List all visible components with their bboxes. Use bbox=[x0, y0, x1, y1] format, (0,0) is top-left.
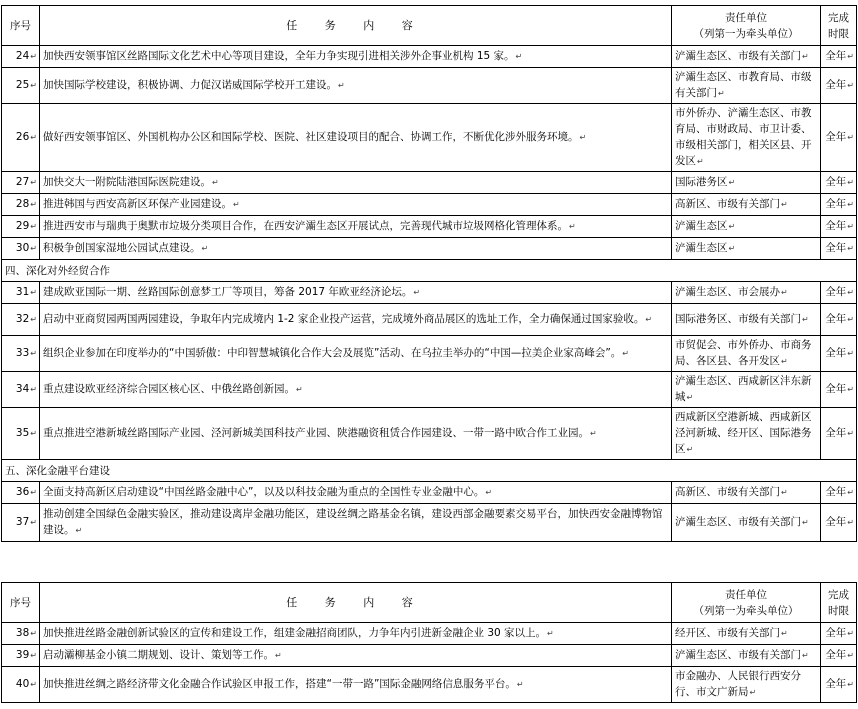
row-number bbox=[2, 482, 40, 504]
row-number bbox=[2, 46, 40, 68]
section-row bbox=[2, 260, 857, 282]
header-unit bbox=[672, 6, 821, 46]
header-seq: 序号 bbox=[2, 583, 40, 623]
deadline-text: 全年 ↵ bbox=[825, 176, 854, 188]
responsible-unit-text: 浐灞生态区 ↵ bbox=[675, 220, 735, 232]
task-content-text: 建成欧亚国际一期、丝路国际创意梦工厂等项目，筹备 2017 年欧亚经济论坛。 ↵ bbox=[43, 286, 420, 298]
task-content bbox=[40, 46, 672, 68]
responsible-unit-text: 浐灞生态区、市级有关部门 ↵ bbox=[675, 50, 809, 62]
responsible-unit bbox=[672, 504, 821, 542]
deadline-text: 全年 ↵ bbox=[825, 131, 854, 143]
table-row bbox=[2, 238, 857, 260]
deadline-text: 全年 ↵ bbox=[825, 486, 854, 498]
header-task: 任 务 内 容 bbox=[40, 6, 672, 46]
row-number-text: 36 ↵ bbox=[16, 486, 37, 498]
deadline bbox=[821, 172, 857, 194]
task-content-text: 启动灞柳基金小镇二期规划、设计、策划等工作。 ↵ bbox=[43, 649, 282, 661]
responsible-unit bbox=[672, 372, 821, 408]
responsible-unit bbox=[672, 282, 821, 304]
row-number-text: 29 ↵ bbox=[16, 220, 37, 232]
deadline-text: 全年 ↵ bbox=[825, 50, 854, 62]
responsible-unit-text: 浐灞生态区、市教育局、市级有关部门 ↵ bbox=[675, 71, 812, 99]
task-content bbox=[40, 504, 672, 542]
responsible-unit bbox=[672, 194, 821, 216]
table-row bbox=[2, 372, 857, 408]
responsible-unit-text: 浐灞生态区、市级有关部门 ↵ bbox=[675, 516, 809, 528]
task-content-text: 推进韩国与西安高新区环保产业园建设。 ↵ bbox=[43, 198, 240, 210]
row-number-text: 28 ↵ bbox=[16, 198, 37, 210]
responsible-unit bbox=[672, 623, 821, 645]
task-content bbox=[40, 336, 672, 372]
responsible-unit bbox=[672, 304, 821, 336]
row-number-text: 24 ↵ bbox=[16, 50, 37, 62]
deadline bbox=[821, 372, 857, 408]
task-content bbox=[40, 645, 672, 667]
task-content bbox=[40, 194, 672, 216]
task-content bbox=[40, 172, 672, 194]
row-number bbox=[2, 216, 40, 238]
section-row bbox=[2, 460, 857, 482]
table-row bbox=[2, 304, 857, 336]
row-number bbox=[2, 667, 40, 703]
responsible-unit-text: 浐灞生态区 ↵ bbox=[675, 242, 735, 254]
table-row bbox=[2, 172, 857, 194]
responsible-unit bbox=[672, 645, 821, 667]
row-number bbox=[2, 238, 40, 260]
header-time bbox=[821, 6, 857, 46]
task-content bbox=[40, 68, 672, 104]
row-number-text: 38 ↵ bbox=[16, 627, 37, 639]
deadline-text: 全年 ↵ bbox=[825, 220, 854, 232]
responsible-unit bbox=[672, 408, 821, 460]
header-unit-line1: 责任单位 bbox=[725, 11, 767, 24]
row-number bbox=[2, 304, 40, 336]
task-content bbox=[40, 667, 672, 703]
deadline bbox=[821, 336, 857, 372]
task-content-text: 积极争创国家湿地公园试点建设。 ↵ bbox=[43, 242, 208, 254]
row-number-text: 30 ↵ bbox=[16, 242, 37, 254]
task-content bbox=[40, 408, 672, 460]
deadline bbox=[821, 216, 857, 238]
task-content-text: 加快国际学校建设，积极协调、力促汉诺威国际学校开工建设。 ↵ bbox=[43, 79, 345, 91]
header-seq: 序号 bbox=[2, 6, 40, 46]
row-number-text: 27 ↵ bbox=[16, 176, 37, 188]
row-number bbox=[2, 623, 40, 645]
responsible-unit-text: 浐灞生态区、西咸新区沣东新城 ↵ bbox=[675, 375, 812, 403]
row-number bbox=[2, 504, 40, 542]
task-content bbox=[40, 216, 672, 238]
task-content-text: 做好西安领事馆区、外国机构办公区和国际学校、医院、社区建设项目的配合、协调工作，不断优化涉外服务环境。 ↵ bbox=[43, 131, 586, 143]
task-content-text: 组织企业参加在印度举办的“中国骄傲：中印智慧城镇化合作大会及展览”活动、在乌拉圭举办的“中国—拉美企业家高峰会”。 ↵ bbox=[43, 347, 629, 359]
deadline bbox=[821, 194, 857, 216]
responsible-unit bbox=[672, 336, 821, 372]
deadline bbox=[821, 504, 857, 542]
table-row bbox=[2, 504, 857, 542]
responsible-unit-text: 经开区、市级有关部门 ↵ bbox=[675, 627, 788, 639]
task-content-text: 重点推进空港新城丝路国际产业园、泾河新城美国科技产业园、陕港融资租赁合作园建设、一带一路中欧合作工业园。 ↵ bbox=[43, 427, 597, 439]
deadline-text: 全年 ↵ bbox=[825, 627, 854, 639]
responsible-unit-text: 高新区、市级有关部门 ↵ bbox=[675, 486, 788, 498]
row-number bbox=[2, 336, 40, 372]
deadline bbox=[821, 46, 857, 68]
task-content-text: 全面支持高新区启动建设“中国丝路金融中心”，以及以科技金融为重点的全国性专业金融中心。 ↵ bbox=[43, 486, 492, 498]
row-number-text: 35 ↵ bbox=[16, 427, 37, 439]
responsible-unit bbox=[672, 68, 821, 104]
task-content-text: 加快西安领事馆区丝路国际文化艺术中心等项目建设，全年力争实现引进相关涉外企事业机构 15 家。 ↵ bbox=[43, 50, 522, 62]
table-row bbox=[2, 336, 857, 372]
table-row bbox=[2, 408, 857, 460]
deadline bbox=[821, 667, 857, 703]
responsible-unit bbox=[672, 104, 821, 172]
table-header-row bbox=[2, 6, 857, 46]
header-time-line1: 完成 bbox=[828, 11, 849, 24]
table-row bbox=[2, 104, 857, 172]
header-unit-line1: 责任单位 bbox=[725, 588, 767, 601]
deadline bbox=[821, 623, 857, 645]
responsible-unit bbox=[672, 482, 821, 504]
row-number-text: 31 ↵ bbox=[16, 286, 37, 298]
table-row bbox=[2, 482, 857, 504]
task-table-part1 bbox=[1, 5, 857, 542]
deadline-text: 全年 ↵ bbox=[825, 516, 854, 528]
deadline-text: 全年 ↵ bbox=[825, 286, 854, 298]
row-number bbox=[2, 372, 40, 408]
deadline-text: 全年 ↵ bbox=[825, 198, 854, 210]
responsible-unit-text: 市外侨办、浐灞生态区、市教育局、市财政局、市卫计委、市级相关部门，相关区县、开发区 ↵ bbox=[675, 107, 812, 167]
row-number-text: 39 ↵ bbox=[16, 649, 37, 661]
table-row bbox=[2, 667, 857, 703]
deadline bbox=[821, 68, 857, 104]
responsible-unit-text: 国际港务区、市级有关部门 ↵ bbox=[675, 313, 809, 325]
table-row bbox=[2, 216, 857, 238]
section-heading-5: 五、深化金融平台建设 bbox=[2, 460, 857, 482]
responsible-unit bbox=[672, 46, 821, 68]
responsible-unit bbox=[672, 172, 821, 194]
task-content-text: 推动创建全国绿色金融实验区，推动建设离岸金融功能区，建设丝绸之路基金名镇，建设西部金融要素交易平台，加快西安金融博物馆建设。 ↵ bbox=[43, 508, 663, 536]
task-content bbox=[40, 372, 672, 408]
responsible-unit-text: 浐灞生态区、市会展办 ↵ bbox=[675, 286, 788, 298]
task-content-text: 推进西安市与瑞典于奥默市垃圾分类项目合作，在西安浐灞生态区开展试点，完善现代城市垃圾网格化管理体系。 ↵ bbox=[43, 220, 576, 232]
table-row bbox=[2, 645, 857, 667]
deadline-text: 全年 ↵ bbox=[825, 347, 854, 359]
header-time-line2: 时限 bbox=[828, 604, 849, 617]
header-time-line2: 时限 bbox=[828, 27, 849, 40]
row-number-text: 32 ↵ bbox=[16, 313, 37, 325]
task-content bbox=[40, 238, 672, 260]
deadline bbox=[821, 282, 857, 304]
table-row bbox=[2, 282, 857, 304]
responsible-unit-text: 浐灞生态区、市级有关部门 ↵ bbox=[675, 649, 809, 661]
row-number bbox=[2, 68, 40, 104]
task-content bbox=[40, 482, 672, 504]
responsible-unit-text: 高新区、市级有关部门 ↵ bbox=[675, 198, 788, 210]
table-row bbox=[2, 623, 857, 645]
table-row bbox=[2, 194, 857, 216]
responsible-unit bbox=[672, 216, 821, 238]
deadline bbox=[821, 482, 857, 504]
table-row bbox=[2, 46, 857, 68]
task-content-text: 加快推进丝路金融创新试验区的宣传和建设工作，组建金融招商团队，力争年内引进新金融企业 30 家以上。 ↵ bbox=[43, 627, 554, 639]
deadline-text: 全年 ↵ bbox=[825, 427, 854, 439]
row-number-text: 25 ↵ bbox=[16, 79, 37, 91]
responsible-unit bbox=[672, 238, 821, 260]
row-number bbox=[2, 645, 40, 667]
task-content bbox=[40, 623, 672, 645]
header-time bbox=[821, 583, 857, 623]
deadline-text: 全年 ↵ bbox=[825, 383, 854, 395]
table-header-row bbox=[2, 583, 857, 623]
responsible-unit-text: 市金融办、人民银行西安分行、市文广新局 ↵ bbox=[675, 670, 801, 698]
row-number bbox=[2, 172, 40, 194]
responsible-unit-text: 市贸促会、市外侨办、市商务局、各区县、各开发区 ↵ bbox=[675, 339, 812, 367]
task-content bbox=[40, 282, 672, 304]
deadline-text: 全年 ↵ bbox=[825, 242, 854, 254]
task-content-text: 加快交大一附院陆港国际医院建设。 ↵ bbox=[43, 176, 219, 188]
deadline-text: 全年 ↵ bbox=[825, 649, 854, 661]
deadline bbox=[821, 304, 857, 336]
responsible-unit-text: 国际港务区 ↵ bbox=[675, 176, 735, 188]
task-content-text: 加快推进丝绸之路经济带文化金融合作试验区申报工作，搭建“一带一路”国际金融网络信息服务平台。 ↵ bbox=[43, 678, 524, 690]
header-unit-line2: （列第一为牵头单位） bbox=[693, 27, 799, 40]
row-number-text: 40 ↵ bbox=[16, 678, 37, 690]
task-content bbox=[40, 104, 672, 172]
row-number bbox=[2, 282, 40, 304]
row-number-text: 33 ↵ bbox=[16, 347, 37, 359]
row-number bbox=[2, 408, 40, 460]
deadline-text: 全年 ↵ bbox=[825, 313, 854, 325]
row-number-text: 37 ↵ bbox=[16, 516, 37, 528]
deadline bbox=[821, 104, 857, 172]
row-number bbox=[2, 194, 40, 216]
task-content-text: 重点建设欧亚经济综合园区核心区、中俄丝路创新园。 ↵ bbox=[43, 383, 303, 395]
section-heading-4: 四、深化对外经贸合作 bbox=[2, 260, 857, 282]
table-row bbox=[2, 68, 857, 104]
deadline-text: 全年 ↵ bbox=[825, 79, 854, 91]
deadline bbox=[821, 238, 857, 260]
row-number-text: 26 ↵ bbox=[16, 131, 37, 143]
header-time-line1: 完成 bbox=[828, 588, 849, 601]
row-number bbox=[2, 104, 40, 172]
row-number-text: 34 ↵ bbox=[16, 383, 37, 395]
header-unit-line2: （列第一为牵头单位） bbox=[693, 604, 799, 617]
responsible-unit bbox=[672, 667, 821, 703]
responsible-unit-text: 西咸新区空港新城、西咸新区泾河新城、经开区、国际港务区 ↵ bbox=[675, 411, 812, 455]
header-task: 任 务 内 容 bbox=[40, 583, 672, 623]
header-unit bbox=[672, 583, 821, 623]
task-content-text: 启动中亚商贸园两国两园建设，争取年内完成境内 1-2 家企业投产运营，完成境外商品展区的选址工作，全力确保通过国家验收。 ↵ bbox=[43, 313, 652, 325]
task-table-part2 bbox=[1, 582, 857, 703]
deadline-text: 全年 ↵ bbox=[825, 678, 854, 690]
task-content bbox=[40, 304, 672, 336]
deadline bbox=[821, 645, 857, 667]
deadline bbox=[821, 408, 857, 460]
